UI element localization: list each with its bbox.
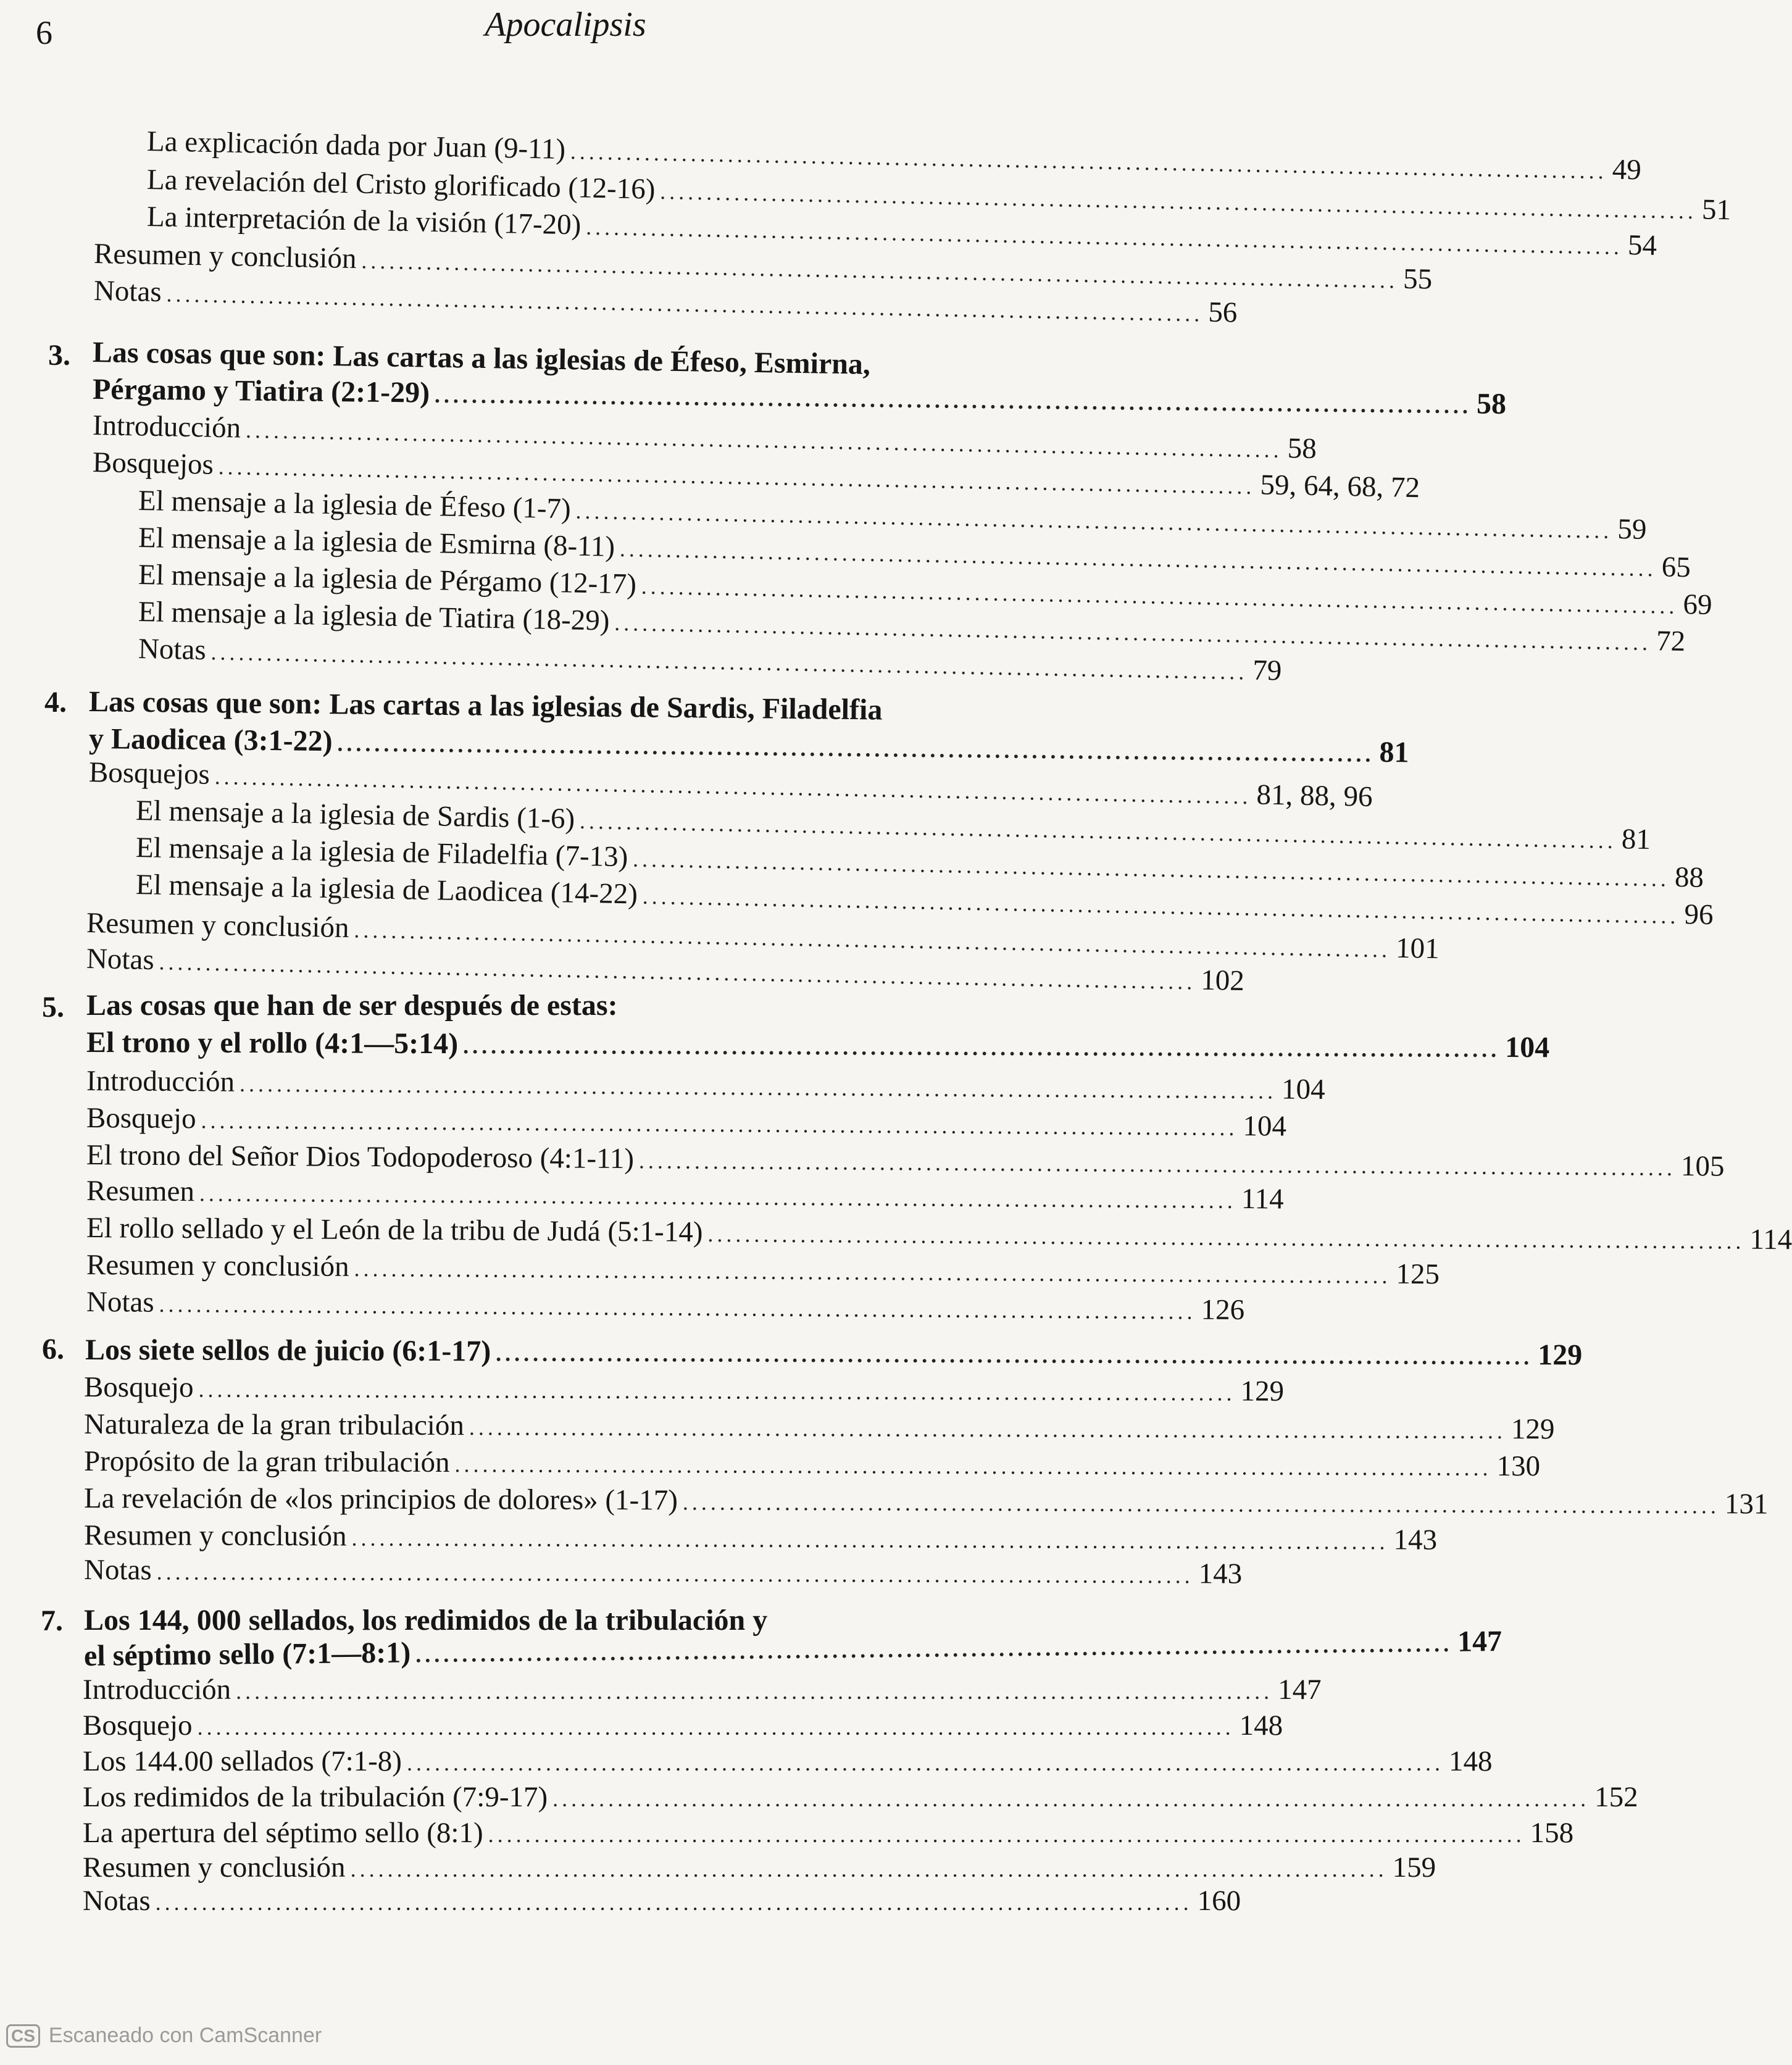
watermark-text: Escaneado con CamScanner — [48, 2024, 322, 2047]
toc-entry: Bosquejo ................................................................................................................ 104 — [86, 1102, 1287, 1143]
toc-entry: La explicación dada por Juan (9-11) ................................................................................................................ 49 — [146, 125, 1642, 186]
toc-entry: Bosquejos ................................................................................................................ 81, 88, 96 — [88, 756, 1373, 813]
toc-entry: Propósito de la gran tribulación ................................................................................................................ 130 — [83, 1445, 1541, 1483]
toc-entry: Bosquejo ................................................................................................................ 148 — [83, 1709, 1283, 1742]
section-number: 3. — [48, 339, 70, 372]
toc-entry: Resumen y conclusión ................................................................................................................ 159 — [83, 1851, 1436, 1884]
toc-entry: Resumen y conclusión ................................................................................................................ 125 — [86, 1249, 1440, 1291]
toc-entry: El trono del Señor Dios Todopoderoso (4:1-11) ................................................................................................................ 105 — [86, 1139, 1725, 1183]
toc-entry: Notas ................................................................................................................ 160 — [83, 1885, 1241, 1917]
section-number: 7. — [41, 1604, 63, 1637]
toc-entry: Resumen y conclusión ................................................................................................................ 55 — [93, 238, 1433, 296]
page-number: 6 — [36, 14, 52, 51]
toc-entry: Resumen y conclusión ................................................................................................................ 143 — [83, 1519, 1438, 1556]
section-title: Los 144, 000 sellados, los redimidos de la tribulación y — [84, 1604, 768, 1637]
toc-entry: La revelación de «los principios de dolores» (1-17) ................................................................................................................ 131 — [83, 1482, 1769, 1521]
toc-entry: Introducción ................................................................................................................ 147 — [83, 1674, 1322, 1706]
toc-entry: Notas ................................................................................................................ 102 — [86, 943, 1245, 998]
toc-entry: La revelación del Cristo glorificado (12-16) ................................................................................................................ 51 — [146, 164, 1732, 227]
toc-entry: Notas ................................................................................................................ 56 — [93, 275, 1238, 329]
section-number: 6. — [42, 1333, 64, 1366]
toc-entry: Naturaleza de la gran tribulación ................................................................................................................ 129 — [83, 1408, 1555, 1446]
toc-entry: El mensaje a la iglesia de Tiatira (18-29) ................................................................................................................ 72 — [138, 596, 1686, 658]
toc-entry: El mensaje a la iglesia de Pérgamo (12-17) ................................................................................................................ 69 — [138, 559, 1713, 621]
toc-entry: Resumen ................................................................................................................ 114 — [86, 1175, 1284, 1216]
section-title-line: y Laodicea (3:1-22) ................................................................................................................ 81 — [88, 722, 1409, 769]
toc-entry: La apertura del séptimo sello (8:1) ................................................................................................................ 158 — [83, 1817, 1574, 1849]
toc-entry: El rollo sellado y el León de la tribu de Judá (5:1-14) ................................................................................................................ 114 — [86, 1212, 1792, 1256]
section-title-line: el séptimo sello (7:1—8:1) ................................................................................................................ 147 — [83, 1624, 1502, 1672]
toc-entry: Bosquejo ................................................................................................................ 129 — [83, 1371, 1285, 1408]
toc-entry: El mensaje a la iglesia de Éfeso (1-7) ................................................................................................................ 59 — [138, 485, 1647, 546]
toc-entry: La interpretación de la visión (17-20) ................................................................................................................ 54 — [146, 201, 1657, 262]
section-title-line: Los siete sellos de juicio (6:1-17) ................................................................................................................ 129 — [85, 1333, 1583, 1372]
toc-entry: El mensaje a la iglesia de Sardis (1-6) ................................................................................................................ 81 — [135, 795, 1651, 856]
section-number: 5. — [42, 991, 64, 1024]
section-title-line: Pérgamo y Tiatira (2:1-29) ................................................................................................................ 58 — [92, 373, 1507, 420]
toc-entry: El mensaje a la iglesia de Esmirna (8-11) ................................................................................................................ 65 — [138, 522, 1691, 584]
toc-entry: Notas ................................................................................................................ 79 — [138, 633, 1282, 687]
section-title: Las cosas que son: Las cartas a las iglesias de Sardis, Filadelfia — [88, 685, 883, 727]
toc-entry: Notas ................................................................................................................ 126 — [86, 1286, 1245, 1327]
toc-entry: El mensaje a la iglesia de Laodicea (14-22) ................................................................................................................ 96 — [135, 869, 1714, 932]
toc-entry: Bosquejos ................................................................................................................ 59, 64, 68, 72 — [92, 446, 1420, 504]
toc-entry: Introducción ................................................................................................................ 58 — [92, 409, 1317, 465]
toc-entry: Los 144.00 sellados (7:1-8) ................................................................................................................ 148 — [83, 1745, 1493, 1777]
toc-entry: El mensaje a la iglesia de Filadelfia (7-13) ................................................................................................................ 88 — [135, 832, 1704, 894]
section-number: 4. — [44, 686, 67, 719]
section-title: Las cosas que han de ser después de estas: — [86, 989, 618, 1022]
toc-entry: Introducción ................................................................................................................ 104 — [86, 1065, 1325, 1106]
section-title: Las cosas que son: Las cartas a las iglesias de Éfeso, Esmirna, — [92, 336, 871, 381]
toc-entry: Notas ................................................................................................................ 143 — [83, 1554, 1243, 1590]
scanner-watermark — [6, 2024, 322, 2048]
toc-entry: Los redimidos de la tribulación (7:9-17) ................................................................................................................ 152 — [83, 1781, 1638, 1813]
camscanner-logo-icon: CS — [6, 2024, 40, 2048]
running-title: Apocalipsis — [485, 6, 646, 44]
section-title-line: El trono y el rollo (4:1—5:14) ................................................................................................................ 104 — [86, 1026, 1550, 1064]
toc-entry: Resumen y conclusión ................................................................................................................ 101 — [86, 907, 1440, 966]
